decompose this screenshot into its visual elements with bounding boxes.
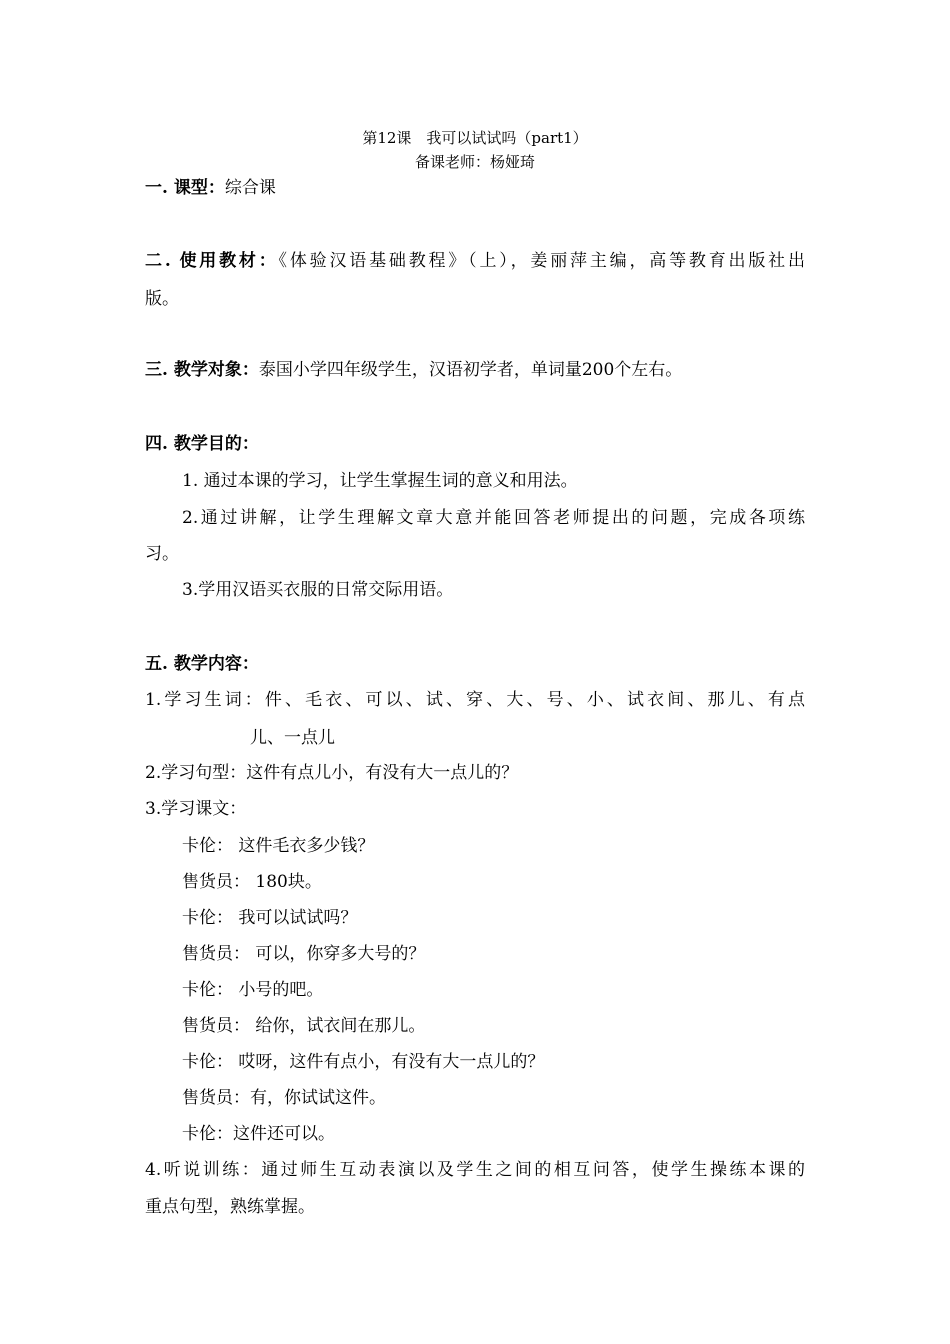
objective-item: 3.学用汉语买衣服的日常交际用语。 [182,580,454,600]
dialogue-line: 售货员： 可以，你穿多大号的？ [182,944,426,964]
text-title-line: 3.学习课文： [145,799,247,819]
section-course-type [145,177,276,199]
dialogue-line: 卡伦： 这件毛衣多少钱？ [182,836,375,856]
lesson-title: 第12课 我可以试试吗（part1） [362,129,588,147]
vocab-line: 1.学习生词：件、毛衣、可以、试、穿、大、号、小、试衣间、那儿、有点 [145,690,805,710]
teacher-line: 备课老师：杨娅琦 [414,153,535,171]
dialogue-line: 卡伦：这件还可以。 [182,1124,335,1144]
section-textbook [145,250,805,272]
dialogue-line: 卡伦： 哎呀，这件有点小，有没有大一点儿的？ [182,1052,545,1072]
objective-item: 1. 通过本课的学习，让学生掌握生词的意义和用法。 [182,471,578,491]
objective-item-cont: 习。 [145,544,179,564]
dialogue-line: 卡伦： 小号的吧。 [182,980,324,1000]
dialogue-line: 卡伦： 我可以试试吗？ [182,908,358,928]
section-textbook-cont: 版。 [145,289,179,309]
dialogue-line: 售货员： 180块。 [182,872,322,892]
section-text: 泰国小学四年级学生，汉语初学者，单词量200个左右。 [258,360,683,380]
vocab-line-cont: 儿、一点儿 [250,728,335,748]
sentence-pattern-line: 2.学习句型：这件有点儿小，有没有大一点儿的？ [145,763,519,783]
practice-line: 4.听说训练：通过师生互动表演以及学生之间的相互问答，使学生操练本课的 [145,1160,805,1180]
dialogue-line: 售货员： 给你，试衣间在那儿。 [182,1016,426,1036]
dialogue-line: 售货员：有，你试试这件。 [182,1088,386,1108]
section-objectives-heading: 四. 教学目的： [145,434,259,454]
section-label: 一. 课型： [145,178,225,198]
practice-line-cont: 重点句型，熟练掌握。 [145,1197,315,1217]
objective-item: 2.通过讲解，让学生理解文章大意并能回答老师提出的问题，完成各项练 [182,508,805,528]
section-label: 二. 使用教材： [145,251,279,271]
section-audience [145,359,682,381]
section-content-heading: 五. 教学内容： [145,654,259,674]
section-label: 三. 教学对象： [145,360,259,380]
section-text: 综合课 [224,178,276,198]
section-text: 《体验汉语基础教程》（上），姜丽萍主编，高等教育出版社出 [278,251,805,271]
